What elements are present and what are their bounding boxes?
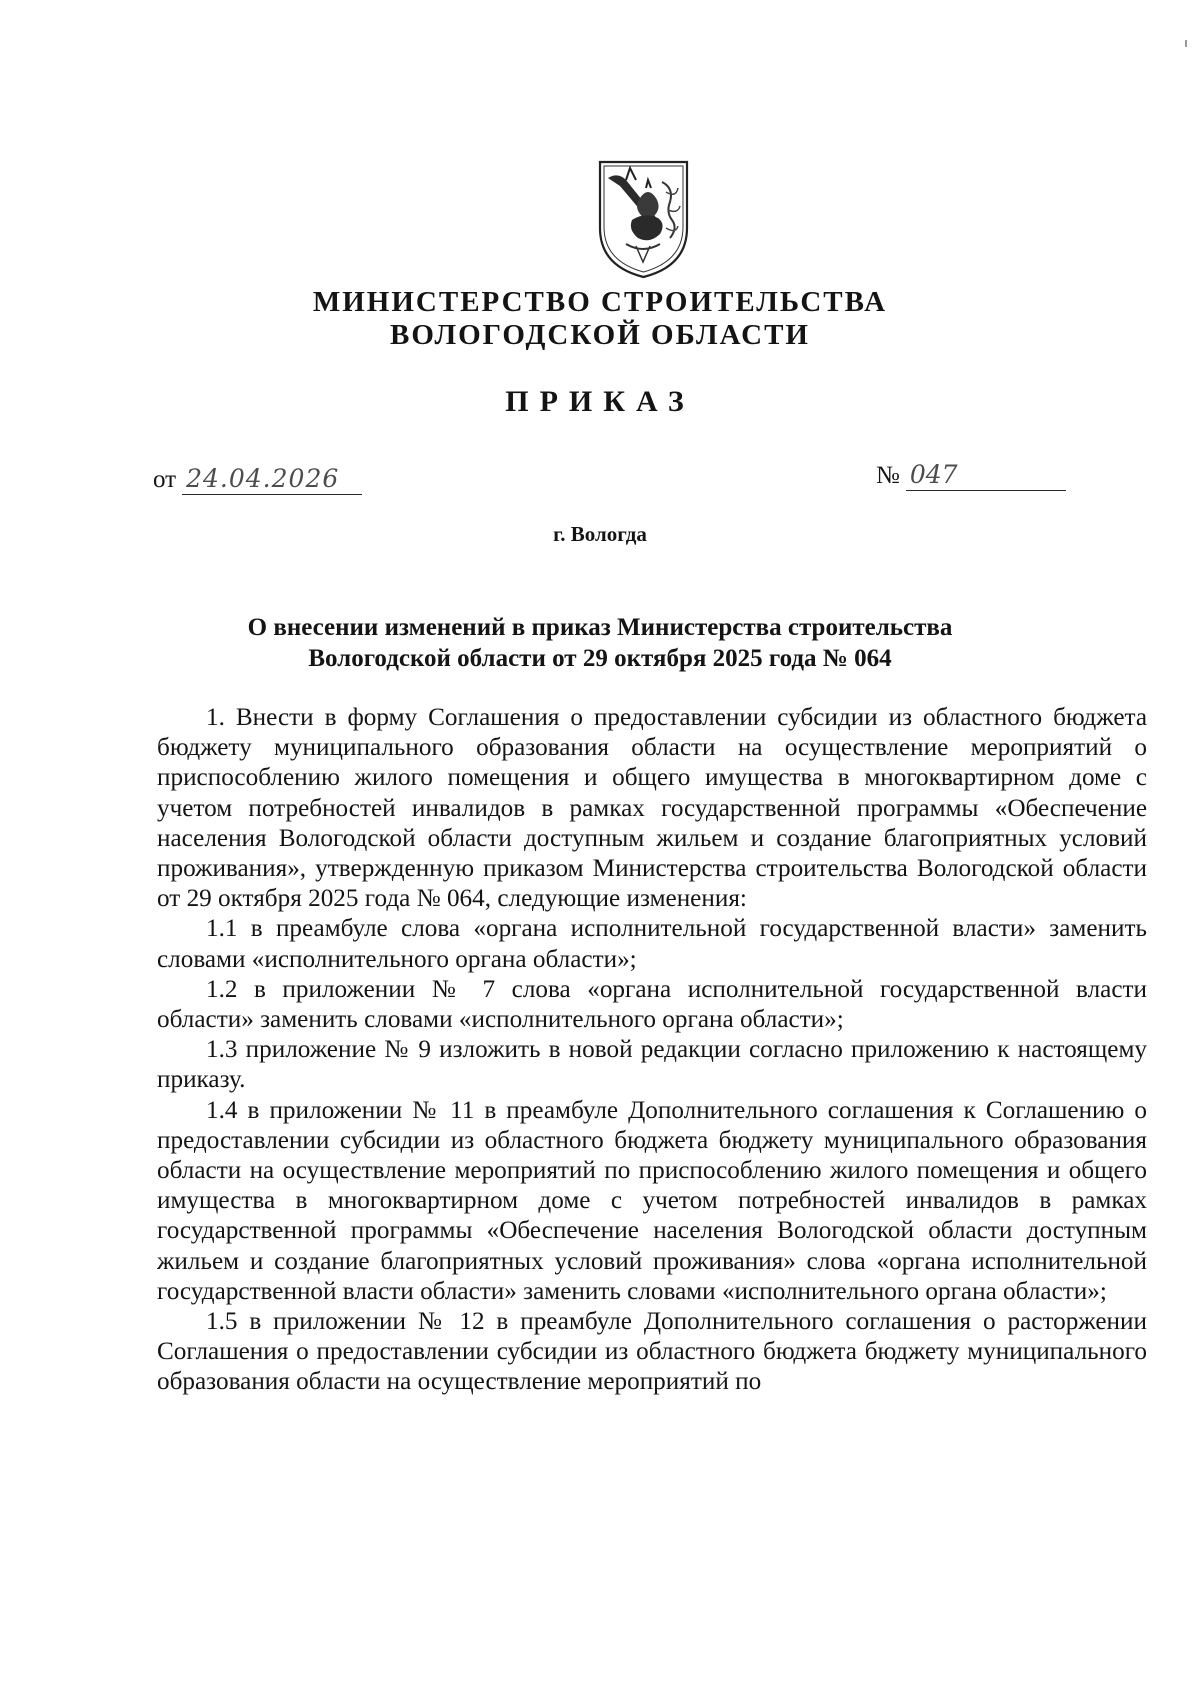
paragraph-1-1: 1.1 в преамбуле слова «органа исполнительной государственной власти» заменить словами «исполнительного органа области»; [157, 915, 1147, 973]
paragraph-1-4: 1.4 в приложении № 11 в преамбуле Дополнительного соглашения к Соглашению о предоставлении субсидии из областного бюджета бюджету муниципального образования области на осуществление мероприятий по приспособлению жилого помещения и общего имущества в многоквартирном доме с учетом потребностей инвалидов в рамках государственной программы «Обеспечение населения Вологодской области доступным жильем и создание благоприятных условий проживания» слова «органа исполнительной государственной власти области» заменить словами «исполнительного органа области»; [157, 1096, 1147, 1305]
document-date [153, 464, 362, 495]
subject-line1: О внесении изменений в приказ Министерства строительства [247, 614, 953, 641]
paragraph-1-3: 1.3 приложение № 9 изложить в новой редакции согласно приложению к настоящему приказу. [157, 1036, 1147, 1094]
scan-artifact [1185, 40, 1187, 47]
document-body [157, 703, 1147, 1398]
number-value: 047 [906, 460, 1066, 491]
city-line: г. Вологда [553, 522, 647, 546]
number-prefix: № [876, 462, 900, 489]
paragraph-1-5: 1.5 в приложении № 12 в преамбуле Дополнительного соглашения о расторжении Соглашения о предоставлении субсидии из областного бюджета бюджету муниципального образования области на осуществление мероприятий по [157, 1308, 1147, 1396]
ministry-name-line2: ВОЛОГОДСКОЙ ОБЛАСТИ [390, 319, 810, 351]
document-number [876, 460, 1066, 491]
subject-line2: Вологодской области от 29 октября 2025 года № 064 [308, 645, 892, 672]
date-value: 24.04.2026 [182, 464, 362, 495]
paragraph-1: 1. Внести в форму Соглашения о предоставлении субсидии из областного бюджета бюджету муниципального образования области на осуществление мероприятий о приспособлению жилого помещения и общего имущества в многоквартирном доме с учетом потребностей инвалидов в рамках государственной программы «Обеспечение населения Вологодской области доступным жильем и создание благоприятных условий проживания», утвержденную приказом Министерства строительства Вологодской области от 29 октября 2025 года № 064, следующие изменения: [157, 704, 1147, 913]
ministry-name [0, 286, 1200, 352]
date-prefix: от [153, 466, 177, 493]
document-type-title: ПРИКАЗ [505, 385, 695, 418]
ministry-name-line1: МИНИСТЕРСТВО СТРОИТЕЛЬСТВА [312, 286, 888, 318]
paragraph-1-2: 1.2 в приложении № 7 слова «органа исполнительной государственной власти области» заменить словами «исполнительного органа области»; [157, 975, 1147, 1034]
vologda-coat-of-arms-icon [596, 158, 691, 280]
document-subject [0, 612, 1200, 674]
